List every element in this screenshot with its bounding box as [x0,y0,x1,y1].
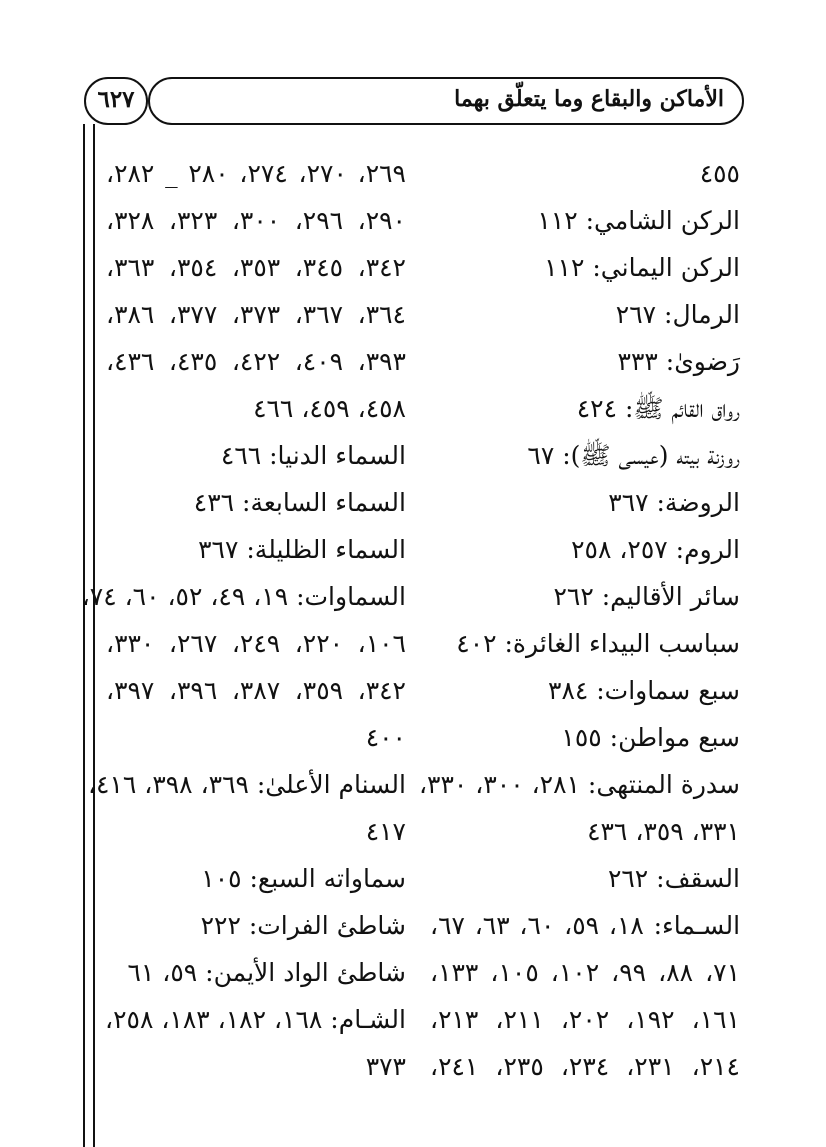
index-line: الرمال: ٢٦٧ [615,300,740,329]
index-line: السـماء: ١٨، ٥٩، ٦٠، ٦٣، ٦٧، [430,911,741,940]
index-line: السماء الظليلة: ٣٦٧ [198,535,406,564]
index-line: رَضوىٰ: ٣٣٣ [617,347,740,376]
index-line: ٢٩٠، ٢٩٦، ٣٠٠، ٣٢٣، ٣٢٨، [106,206,406,235]
index-line: الركن اليماني: ١١٢ [544,253,740,282]
index-line: شاطئ الفرات: ٢٢٢ [200,911,406,940]
index-line: ٣٤٢، ٣٤٥، ٣٥٣، ٣٥٤، ٣٦٣، [106,253,406,282]
index-line: ٣٤٢، ٣٥٩، ٣٨٧، ٣٩٦، ٣٩٧، [106,676,406,705]
running-header [148,77,744,125]
index-line: ٤١٧ [365,817,406,846]
index-line: سبع مواطن: ١٥٥ [561,723,740,752]
index-column-right [418,150,741,1090]
index-line: السماوات: ١٩، ٤٩، ٥٢، ٦٠، ٧٤، [81,582,406,611]
index-line: سبع سماوات: ٣٨٤ [548,676,740,705]
index-line: السماء السابعة: ٤٣٦ [193,488,406,517]
index-line: ٢١٤، ٢٣١، ٢٣٤، ٢٣٥، ٢٤١، [430,1052,740,1081]
index-line: ١٦١، ١٩٢، ٢٠٢، ٢١١، ٢١٣، [430,1005,740,1034]
index-column-left [81,150,406,1090]
page-number-box [84,77,148,125]
index-line: ٣٣١، ٣٥٩، ٤٣٦ [587,817,740,846]
index-line: شاطئ الواد الأيمن: ٥٩، ٦١ [127,958,406,987]
index-line: ٣٩٣، ٤٠٩، ٤٢٢، ٤٣٥، ٤٣٦، [106,347,406,376]
index-line: روزنة بيته (عيسى ﷺ): ٦٧ [527,441,740,470]
margin-rule [93,124,95,1147]
margin-rule [83,124,85,1147]
index-line: سماواته السبع: ١٠٥ [201,864,406,893]
index-line: ٢٦٩، ٢٧٠، ٢٧٤، ٢٨٠ _ ٢٨٢، [106,159,406,188]
index-line: ٤٥٥ [699,159,740,188]
index-line: الركن الشامي: ١١٢ [537,206,740,235]
index-line: سدرة المنتهى: ٢٨١، ٣٠٠، ٣٣٠، [418,770,740,799]
index-line: ٤٥٨، ٤٥٩، ٤٦٦ [253,394,406,423]
index-line: سائر الأقاليم: ٢٦٢ [553,582,740,611]
index-line: سباسب البيداء الغائرة: ٤٠٢ [456,629,740,658]
index-line: ٤٠٠ [365,723,406,752]
index-line: ١٠٦، ٢٢٠، ٢٤٩، ٢٦٧، ٣٣٠، [106,629,406,658]
index-line: السماء الدنيا: ٤٦٦ [220,441,406,470]
header-title: الأماكن والبقاع وما يتعلّق بهما [454,86,724,112]
index-line: ٣٧٣ [365,1052,406,1081]
index-line: الروضة: ٣٦٧ [608,488,740,517]
index-line: ٧١، ٨٨، ٩٩، ١٠٢، ١٠٥، ١٣٣، [430,958,741,987]
index-line: الشـام: ١٦٨، ١٨٢، ١٨٣، ٢٥٨، [105,1005,406,1034]
index-line: السقف: ٢٦٢ [607,864,740,893]
index-line: رواق القائم ﷺ: ٤٢٤ [576,394,740,423]
index-line: السنام الأعلىٰ: ٣٦٩، ٣٩٨، ٤١٦، [87,770,406,799]
page-number: ٦٢٧ [97,86,135,113]
index-line: ٣٦٤، ٣٦٧، ٣٧٣، ٣٧٧، ٣٨٦، [106,300,406,329]
index-line: الروم: ٢٥٧، ٢٥٨ [571,535,740,564]
